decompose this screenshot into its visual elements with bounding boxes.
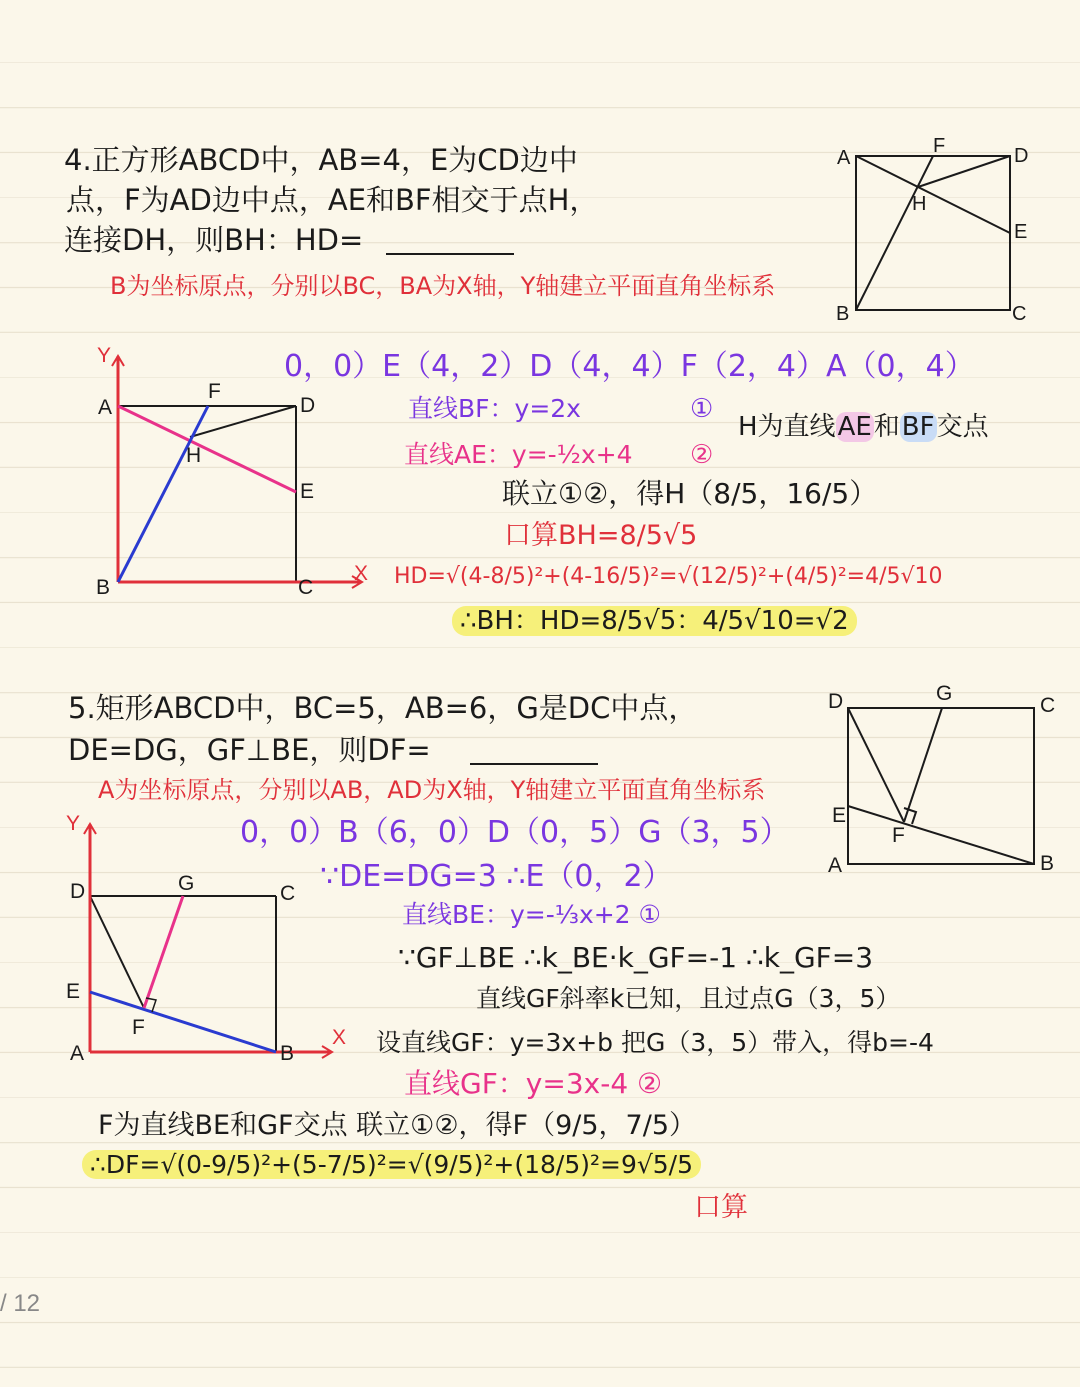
- p4-note-h: H为直线AE和BF交点: [738, 412, 989, 442]
- p4-label-a: A: [98, 396, 113, 419]
- p5-known: 直线GF斜率k已知，且过点G（3，5）: [476, 984, 901, 1013]
- p4-fig-label-e: E: [1014, 221, 1028, 243]
- p5-axis-x: X: [332, 1026, 347, 1049]
- p4-question-line2: 点，F为AD边中点，AE和BF相交于点H，: [66, 183, 599, 217]
- p5-fig-label-a: A: [828, 854, 843, 877]
- p4-coord-figure: [112, 356, 362, 588]
- p4-hd: HD=√(4-8/5)²+(4-16/5)²=√(12/5)²+(4/5)²=4/5√10: [394, 564, 943, 589]
- p4-question-line3: 连接DH，则BH：HD=: [64, 223, 364, 257]
- p5-figure: [848, 708, 1034, 864]
- p5-line-gf: 直线GF：y=3x-4 ②: [404, 1067, 663, 1100]
- p5-label-a: A: [70, 1042, 85, 1065]
- p4-label-f: F: [208, 380, 221, 403]
- p5-fig-label-e: E: [832, 804, 847, 827]
- p5-label-b: B: [280, 1042, 295, 1065]
- p4-answer: ∴BH：HD=8/5√5：4/5√10=√2: [452, 606, 857, 636]
- page-indicator: / 12: [0, 1290, 41, 1317]
- p4-label-c: C: [298, 576, 314, 599]
- p5-label-e: E: [66, 980, 81, 1003]
- p4-fig-label-c: C: [1012, 303, 1027, 325]
- p4-line-ae: 直线AE：y=-½x+4: [404, 440, 633, 469]
- p4-fig-label-h: H: [912, 193, 927, 215]
- p4-label-h: H: [186, 444, 202, 467]
- p4-line-bf: 直线BF：y=2x: [408, 394, 581, 423]
- p4-axis-x: X: [354, 562, 369, 585]
- p4-label-b: B: [96, 576, 111, 599]
- p4-question-line1: 4.正方形ABCD中，AB=4，E为CD边中: [64, 143, 578, 177]
- p4-coords: 0，0）E（4，2）D（4，4）F（2，4）A（0，4）: [284, 349, 975, 384]
- p5-perp: ∵GF⊥BE ∴k_BE·k_GF=-1 ∴k_GF=3: [398, 941, 874, 974]
- p5-label-c: C: [280, 882, 296, 905]
- p5-solve: F为直线BE和GF交点 联立①②，得F（9/5，7/5）: [98, 1110, 696, 1141]
- p5-df: ∴DF=√(0-9/5)²+(5-7/5)²=√(9/5)²+(18/5)²=9√5/5: [82, 1150, 701, 1179]
- p5-setup: A为坐标原点，分别以AB，AD为X轴，Y轴建立平面直角坐标系: [98, 776, 766, 804]
- p5-label-g: G: [178, 872, 195, 895]
- p5-de: ∵DE=DG=3 ∴E（0，2）: [320, 859, 673, 894]
- p4-axis-y: Y: [97, 344, 112, 367]
- p5-label-d: D: [70, 880, 86, 903]
- p4-label-e: E: [300, 480, 315, 503]
- p5-fig-label-f: F: [892, 824, 905, 847]
- p4-figure: [856, 156, 1010, 310]
- p4-fig-label-d: D: [1014, 145, 1029, 167]
- p5-coords: 0，0）B（6，0）D（0，5）G（3，5）: [240, 815, 790, 850]
- p5-fig-label-g: G: [936, 682, 953, 705]
- p5-question-line2: DE=DG，GF⊥BE，则DF=: [68, 733, 431, 767]
- p4-mark-2: ②: [690, 440, 714, 470]
- p5-fig-label-c: C: [1040, 694, 1056, 717]
- p5-fig-label-d: D: [828, 690, 844, 713]
- p5-mental: 口算: [694, 1192, 748, 1223]
- p4-fig-label-b: B: [836, 303, 850, 325]
- p4-solve: 联立①②，得H（8/5，16/5）: [502, 477, 878, 510]
- p5-coord-figure: [84, 824, 332, 1058]
- p5-axis-y: Y: [66, 812, 81, 835]
- p4-fig-label-a: A: [837, 147, 851, 169]
- p5-label-f: F: [132, 1016, 145, 1039]
- p5-set: 设直线GF：y=3x+b 把G（3，5）带入，得b=-4: [376, 1028, 934, 1057]
- p4-bh: 口算BH=8/5√5: [504, 520, 698, 551]
- p4-mark-1: ①: [690, 394, 714, 424]
- p5-fig-label-b: B: [1040, 852, 1055, 875]
- p4-setup: B为坐标原点，分别以BC，BA为X轴，Y轴建立平面直角坐标系: [110, 272, 776, 300]
- p4-fig-label-f: F: [933, 135, 946, 157]
- p5-line-be: 直线BE：y=-⅓x+2 ①: [402, 900, 661, 929]
- p4-label-d: D: [300, 394, 316, 417]
- p5-question-line1: 5.矩形ABCD中，BC=5，AB=6，G是DC中点，: [68, 691, 698, 725]
